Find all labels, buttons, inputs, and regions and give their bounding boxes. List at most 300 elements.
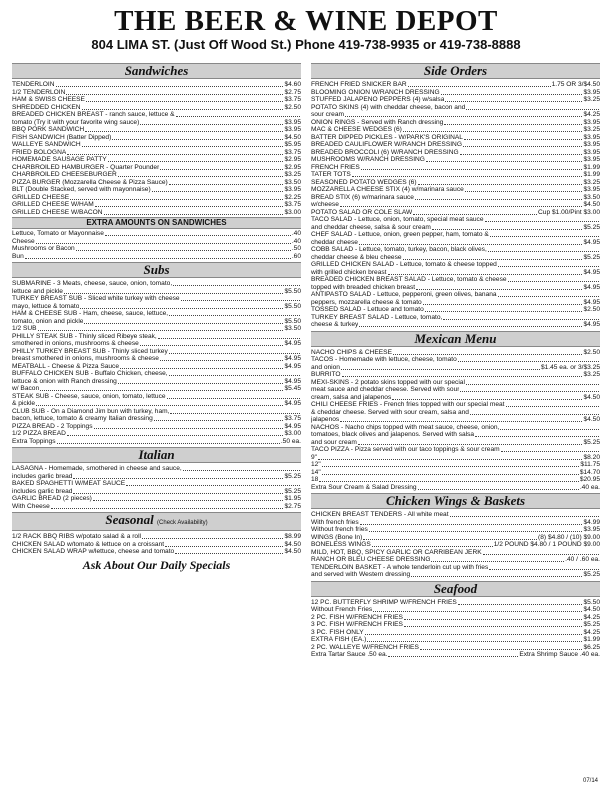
menu-item-name: ANTIPASTO SALAD - Lettuce, pepperoni, green olives, banana	[311, 291, 497, 298]
menu-item	[12, 280, 301, 288]
menu-item	[311, 549, 600, 557]
menu-item	[12, 149, 301, 157]
item-list	[311, 349, 600, 492]
section-title: Italian	[138, 447, 175, 462]
menu-item-name: HAM & SWISS CHEESE	[12, 96, 85, 103]
section-header	[12, 262, 301, 278]
dot-leader	[84, 323, 283, 324]
menu-item-price: $4.60	[284, 81, 301, 88]
menu-item	[311, 534, 600, 542]
menu-item	[12, 318, 301, 326]
dot-leader	[403, 131, 583, 132]
section-chicken-wings-baskets	[311, 493, 600, 579]
menu-item-name: BREADED CAULIFLOWER W/RANCH DRESSING	[311, 141, 462, 148]
menu-item-name: 2 PC. WALLEYE W/FRENCH FRIES	[311, 643, 419, 651]
menu-item-price: $4.50	[583, 606, 600, 613]
section-header	[311, 331, 600, 347]
menu-item	[311, 356, 600, 364]
menu-item-name: breast smothered in onions, mushrooms & cheese	[12, 355, 159, 362]
dot-leader	[450, 516, 599, 517]
menu-item	[311, 644, 600, 652]
section-mexican-menu	[311, 331, 600, 492]
item-list	[12, 280, 301, 445]
subsection-header: EXTRA AMOUNTS ON SANDWICHES	[12, 217, 301, 229]
dot-leader	[466, 109, 599, 110]
menu-item-name: CHILI CHEESE FRIES - French fries topped with our special meat	[311, 401, 505, 408]
menu-item	[311, 89, 600, 97]
dot-leader	[470, 414, 599, 415]
menu-item	[12, 303, 301, 311]
menu-item-name: bacon, lettuce, tomato & creamy Italian dressing	[12, 415, 153, 422]
dot-leader	[445, 101, 582, 102]
dot-leader	[175, 553, 283, 554]
restaurant-address: 804 LIMA ST. (Just Off Wood St.) Phone 419-738-9935 or 419-738-8888	[91, 37, 521, 52]
menu-item-price: $3.00	[284, 430, 301, 437]
item-list	[311, 599, 600, 659]
menu-item	[311, 526, 600, 534]
section-title: Chicken Wings & Baskets	[385, 493, 526, 508]
section-header	[311, 581, 600, 597]
dot-leader	[425, 311, 583, 312]
dot-leader	[169, 375, 300, 376]
menu-item-price: $2.50	[583, 306, 600, 313]
dot-leader	[38, 330, 284, 331]
menu-item-price: $5.25	[583, 253, 600, 261]
menu-item-name: With Cheese	[12, 502, 50, 510]
dot-leader	[152, 191, 284, 192]
section-header	[12, 447, 301, 463]
menu-item-name: SEASONED POTATO WEDGES (6)	[311, 178, 417, 186]
menu-item	[311, 149, 600, 157]
menu-item	[311, 194, 600, 202]
dot-leader	[126, 485, 300, 486]
dot-leader	[76, 250, 291, 251]
menu-item	[12, 89, 301, 97]
menu-item-name: peppers, mozzarella cheese & tomato	[311, 298, 422, 306]
menu-item-price: $3.25	[583, 178, 600, 186]
menu-item	[311, 599, 600, 607]
dot-leader	[444, 124, 582, 125]
dot-leader	[318, 459, 582, 460]
menu-item-price: $5.25	[284, 487, 301, 495]
menu-item	[311, 636, 600, 644]
menu-item-name: BBQ PORK SANDWICH	[12, 126, 85, 133]
menu-item-price: $11.75	[580, 461, 600, 468]
menu-item-price: $2.95	[284, 156, 301, 163]
menu-item	[12, 134, 301, 142]
menu-item-name: BREAD STIX (6) w/marinara sauce	[311, 193, 414, 201]
menu-item-name: mayo, lettuce & tomato	[12, 302, 80, 310]
menu-item	[12, 503, 301, 511]
dot-leader	[352, 176, 583, 177]
menu-item-name: 12"	[311, 461, 321, 468]
menu-item-price: $5.45	[284, 385, 301, 392]
menu-item-name: Extra Sour Cream & Salad Dressing	[311, 483, 417, 491]
menu-item	[311, 239, 600, 247]
dot-leader	[488, 251, 599, 252]
menu-item-name: With french fries	[311, 518, 359, 526]
menu-item	[12, 179, 301, 187]
menu-item-price: $4.95	[284, 422, 301, 430]
menu-item	[12, 423, 301, 431]
menu-item-price: $4.50	[284, 133, 301, 141]
dot-leader	[169, 315, 300, 316]
menu-item-name: 1/2 TENDERLOIN	[12, 88, 66, 96]
menu-item-price: $1.99	[583, 171, 600, 178]
menu-item-name: TURKEY BREAST SUB - Sliced white turkey with cheese	[12, 295, 180, 302]
dot-leader	[365, 634, 583, 635]
menu-item-price: .50	[291, 245, 301, 252]
menu-item-name: BLOOMING ONION W/RANCH DRESSING	[311, 88, 440, 96]
menu-item-price: $8.99	[284, 533, 301, 540]
menu-item	[12, 438, 301, 446]
menu-item	[311, 564, 600, 572]
menu-item	[311, 104, 600, 112]
menu-item	[12, 186, 301, 194]
menu-item-price: $4.95	[284, 377, 301, 385]
menu-item-price: $3.25	[583, 96, 600, 103]
menu-item-name: CHARBROILED HAMBURGER - Quarter Pounder	[12, 163, 160, 171]
menu-item-price: $3.95	[583, 186, 600, 193]
menu-item-price: Extra Shrimp Sauce .40 ea.	[519, 651, 600, 658]
section-title: Seafood	[433, 580, 478, 596]
dot-leader	[66, 94, 283, 95]
dot-leader	[415, 199, 583, 200]
menu-item-name: MOZZARELLA CHEESE STIX (4) w/marinara sauce	[311, 186, 464, 193]
menu-item	[12, 230, 301, 238]
menu-item-price: $2.25	[284, 193, 301, 201]
dot-leader	[82, 109, 284, 110]
menu-item-name: TACOS - Homemade with lettuce, cheese, tomato	[311, 356, 457, 363]
menu-item-price: $4.25	[583, 613, 600, 621]
menu-item-name: WALLEYE SANDWICH	[12, 141, 81, 148]
menu-item-name: Without french fries	[311, 526, 368, 533]
menu-item	[12, 393, 301, 401]
menu-item-name: TENDERLOIN	[12, 81, 55, 88]
menu-item-price: $1.95	[284, 495, 301, 502]
menu-item-price: $3.95	[284, 126, 301, 133]
menu-item	[311, 276, 600, 284]
menu-item-price: $2.50	[284, 103, 301, 111]
dot-leader	[464, 139, 583, 140]
menu-item-name: BATTER DIPPED PICKLES - W/PARK'S ORIGINAL	[311, 133, 463, 141]
menu-item-price: $3.95	[583, 141, 600, 148]
dot-leader	[500, 429, 599, 430]
dot-leader	[485, 221, 600, 222]
menu-item-name: lettuce and pickle	[12, 287, 63, 295]
menu-item	[311, 96, 600, 104]
menu-item	[311, 231, 600, 239]
dot-leader	[432, 229, 583, 230]
menu-item-name: CHICKEN SALAD WRAP w/lettuce, cheese and tomato	[12, 548, 175, 555]
dot-leader	[95, 206, 284, 207]
dot-leader	[426, 161, 583, 162]
dot-leader	[460, 154, 583, 155]
menu-item	[311, 141, 600, 149]
dot-leader	[67, 154, 283, 155]
dot-leader	[94, 428, 284, 429]
menu-item-price: $8.20	[583, 453, 600, 461]
dot-leader	[361, 169, 583, 170]
menu-item-price: $4.50	[583, 393, 600, 401]
menu-item-name: NACHOS - Nacho chips topped with meat sauce, cheese, onion,	[311, 423, 500, 431]
menu-item-name: BREADED CHICKEN BREAST - ranch sauce, lettuce &	[12, 111, 175, 118]
menu-item	[311, 401, 600, 409]
menu-item-price: $3.25	[284, 171, 301, 178]
dot-leader	[70, 199, 283, 200]
menu-item-name: & pickle	[12, 400, 36, 407]
menu-item-name: 3 PC. FISH ONLY	[311, 628, 364, 636]
menu-item	[311, 454, 600, 462]
menu-item-name: cheddar cheese & bleu cheese	[311, 253, 402, 261]
menu-item	[311, 511, 600, 519]
menu-item-name: 2 PC. FISH W/FRENCH FRIES	[311, 613, 403, 621]
dot-leader	[404, 626, 583, 627]
menu-item	[311, 484, 600, 492]
dot-leader	[345, 116, 583, 117]
section-header	[311, 63, 600, 79]
dot-leader	[140, 124, 283, 125]
menu-item-name: SUBMARINE - 3 Meats, cheese, sauce, onion, tomato,	[12, 280, 173, 287]
menu-item-name: LASAGNA - Homemade, smothered in cheese and sauce,	[12, 465, 182, 472]
dot-leader	[359, 326, 582, 327]
dot-leader	[86, 101, 284, 102]
dot-leader	[458, 604, 583, 605]
menu-item-price: $4.95	[583, 238, 600, 246]
menu-item	[311, 541, 600, 549]
dot-leader	[466, 384, 599, 385]
dot-leader	[67, 435, 284, 436]
dot-leader	[373, 611, 582, 612]
item-list	[12, 81, 301, 216]
menu-item-price: $2.75	[284, 502, 301, 510]
menu-item-price: Cup $1.00/Pint $3.00	[538, 208, 600, 216]
menu-item-price: $5.25	[583, 438, 600, 446]
menu-item-price: $2.75	[284, 88, 301, 96]
menu-item-price: $2.50	[583, 348, 600, 356]
menu-item-name: SHREDDED CHICKEN	[12, 103, 81, 111]
dot-leader	[36, 405, 283, 406]
dot-leader	[443, 319, 599, 320]
menu-item-name: includes garlic bread	[12, 487, 73, 495]
menu-item	[311, 224, 600, 232]
menu-item	[12, 408, 301, 416]
menu-item-price: .40 / .60 ea.	[565, 556, 600, 563]
menu-item-name: TATER TOTS	[311, 171, 351, 178]
menu-item-name: CHARBROILED CHEESEBURGER	[12, 171, 117, 178]
menu-item-name: PHILLY STEAK SUB - Thinly sliced Ribeye steak,	[12, 332, 157, 340]
menu-item-name: w/cheese	[311, 201, 339, 208]
menu-item-price: .40	[291, 230, 301, 237]
dot-leader	[372, 546, 493, 547]
dot-leader	[154, 420, 284, 421]
menu-item	[311, 119, 600, 127]
menu-item-name: MEXI-SKINS - 2 potato skins topped with our special	[311, 378, 465, 386]
menu-item-name: BREADED BROCCOLI (6) W/RANCH DRESSING	[311, 148, 459, 156]
menu-item	[12, 333, 301, 341]
menu-item	[311, 469, 600, 477]
menu-item	[12, 156, 301, 164]
dot-leader	[170, 413, 300, 414]
menu-item-name: Bun	[12, 252, 24, 260]
dot-leader	[475, 436, 599, 437]
menu-item-name: Mushrooms or Bacon	[12, 245, 75, 252]
menu-item-price: $4.25	[583, 628, 600, 636]
dot-leader	[85, 131, 283, 132]
subitem-list	[12, 230, 301, 260]
restaurant-title: THE BEER & WINE DEPOT	[114, 5, 498, 37]
menu-item-price: $3.25	[583, 371, 600, 378]
menu-item	[12, 325, 301, 333]
menu-item	[311, 134, 600, 142]
menu-item-name: GRILLED CHEESE W/BACON	[12, 208, 103, 216]
dot-leader	[93, 500, 284, 501]
dot-leader	[322, 474, 579, 475]
menu-column-right	[311, 61, 600, 661]
menu-item-name: and cheddar cheese, salsa & sour cream	[311, 223, 431, 231]
menu-item-price: $5.25	[583, 571, 600, 578]
menu-item-price: 1/2 POUND $4.80 / 1 POUND $9.00	[493, 541, 600, 548]
menu-item	[311, 394, 600, 402]
menu-item	[311, 379, 600, 387]
section-header	[12, 512, 301, 531]
menu-item-name: 3 PC. FISH W/FRENCH FRIES	[311, 621, 403, 628]
menu-item-name: TACO SALAD - Lettuce, onion, tomato, special meat sauce	[311, 216, 484, 223]
menu-item	[311, 306, 600, 314]
menu-item	[12, 400, 301, 408]
menu-item-name: ONION RINGS - Served with Ranch dressing	[311, 118, 444, 126]
menu-item-price: .40 ea.	[579, 483, 600, 491]
dot-leader	[322, 466, 580, 467]
menu-item	[311, 269, 600, 277]
menu-item-name: cheese & turkey	[311, 321, 359, 328]
menu-item-price: $2.95	[284, 163, 301, 171]
menu-item-price: $5.95	[284, 141, 301, 148]
menu-item	[311, 556, 600, 564]
dot-leader	[413, 214, 537, 215]
menu-item-name: HAM & CHEESE SUB - Ham, cheese, sauce, lettuce,	[12, 310, 169, 317]
dot-leader	[108, 161, 284, 162]
menu-item	[12, 245, 301, 253]
dot-leader	[393, 354, 583, 355]
dot-leader	[423, 304, 583, 305]
menu-item-name: lettuce & onion with Ranch dressing	[12, 377, 117, 385]
menu-item	[12, 201, 301, 209]
section-title: Seasonal	[105, 512, 154, 527]
menu-item	[311, 461, 600, 469]
section-seafood	[311, 581, 600, 659]
dot-leader	[460, 391, 599, 392]
menu-item-name: COBB SALAD - Lettuce, tomato, turkey, bacon, black olives,	[311, 246, 487, 253]
menu-item	[12, 119, 301, 127]
dot-leader	[388, 656, 518, 657]
menu-item-name: Extra Toppings	[12, 437, 56, 445]
menu-item	[311, 291, 600, 299]
dot-leader	[359, 244, 583, 245]
dot-leader	[369, 531, 583, 532]
menu-item	[12, 141, 301, 149]
menu-item	[311, 371, 600, 379]
menu-item-price: $3.75	[284, 201, 301, 208]
menu-item-name: BURRITO	[311, 371, 341, 378]
menu-item	[311, 284, 600, 292]
dot-leader	[80, 308, 283, 309]
menu-item-name: GRILLED CHEESE W/HAM	[12, 201, 94, 208]
menu-item-name: & cheddar cheese. Served with sour cream, salsa and	[311, 408, 469, 416]
menu-item	[311, 254, 600, 262]
menu-item-name: FISH SANDWICH (Batter Dipped)	[12, 133, 112, 141]
menu-column-left	[12, 61, 301, 661]
dot-leader	[181, 300, 300, 301]
menu-item-name: 1/2 SUB	[12, 325, 37, 332]
dot-leader	[404, 619, 583, 620]
menu-item-price: .60	[291, 252, 301, 260]
dot-leader	[367, 641, 582, 642]
menu-item	[311, 606, 600, 614]
dot-leader	[483, 554, 599, 555]
dot-leader	[104, 214, 284, 215]
menu-item-name: w/ Bacon	[12, 385, 40, 392]
menu-item-price: $4.95	[284, 400, 301, 407]
dot-leader	[411, 576, 582, 577]
menu-item	[311, 179, 600, 187]
menu-item	[311, 81, 600, 89]
dot-leader	[64, 293, 284, 294]
menu-item-price: $4.50	[583, 201, 600, 208]
dot-leader	[165, 546, 283, 547]
menu-item-name: EXTRA FISH (EA.)	[311, 636, 367, 643]
dot-leader	[51, 508, 284, 509]
menu-item	[311, 111, 600, 119]
dot-leader	[183, 470, 300, 471]
menu-item	[12, 385, 301, 393]
dot-leader	[416, 289, 582, 290]
menu-item-price: $3.25	[583, 126, 600, 133]
menu-item-name: and served with Western dressing	[311, 571, 411, 578]
dot-leader	[441, 94, 583, 95]
menu-item	[12, 363, 301, 371]
menu-item-price: $1.99	[583, 163, 600, 171]
dot-leader	[158, 338, 300, 339]
menu-item-name: MAC & CHEESE WEDGES (6)	[311, 126, 402, 133]
dot-leader	[140, 345, 284, 346]
menu-item	[311, 171, 600, 179]
menu-item-name: Cheese	[12, 237, 35, 245]
menu-item-name: GRILLED CHICKEN SALAD - Lettuce, tomato & cheese topped	[311, 261, 497, 268]
menu-item	[311, 126, 600, 134]
menu-item-name: and onion	[311, 363, 340, 371]
menu-item-name: cheddar cheese	[311, 238, 358, 246]
dot-leader	[418, 489, 579, 490]
menu-item	[311, 246, 600, 254]
menu-item-name: Lettuce, Tomato or Mayonnaise	[12, 230, 104, 237]
menu-item-price: $3.95	[284, 118, 301, 126]
dot-leader	[169, 353, 300, 354]
dot-leader	[431, 561, 564, 562]
menu-item	[311, 629, 600, 637]
menu-item-name: GRILLED CHEESE	[12, 193, 70, 201]
dot-leader	[363, 539, 537, 540]
dot-leader	[160, 360, 284, 361]
menu-item-name: FRIED BOLOGNA	[12, 148, 67, 156]
menu-item	[311, 424, 600, 432]
menu-item-name: 18	[311, 476, 319, 483]
menu-item	[311, 439, 600, 447]
menu-item-price: $3.75	[284, 415, 301, 422]
dot-leader	[392, 399, 582, 400]
dot-leader	[118, 383, 284, 384]
menu-item-name: POTATO SALAD OR COLE SLAW	[311, 208, 413, 216]
